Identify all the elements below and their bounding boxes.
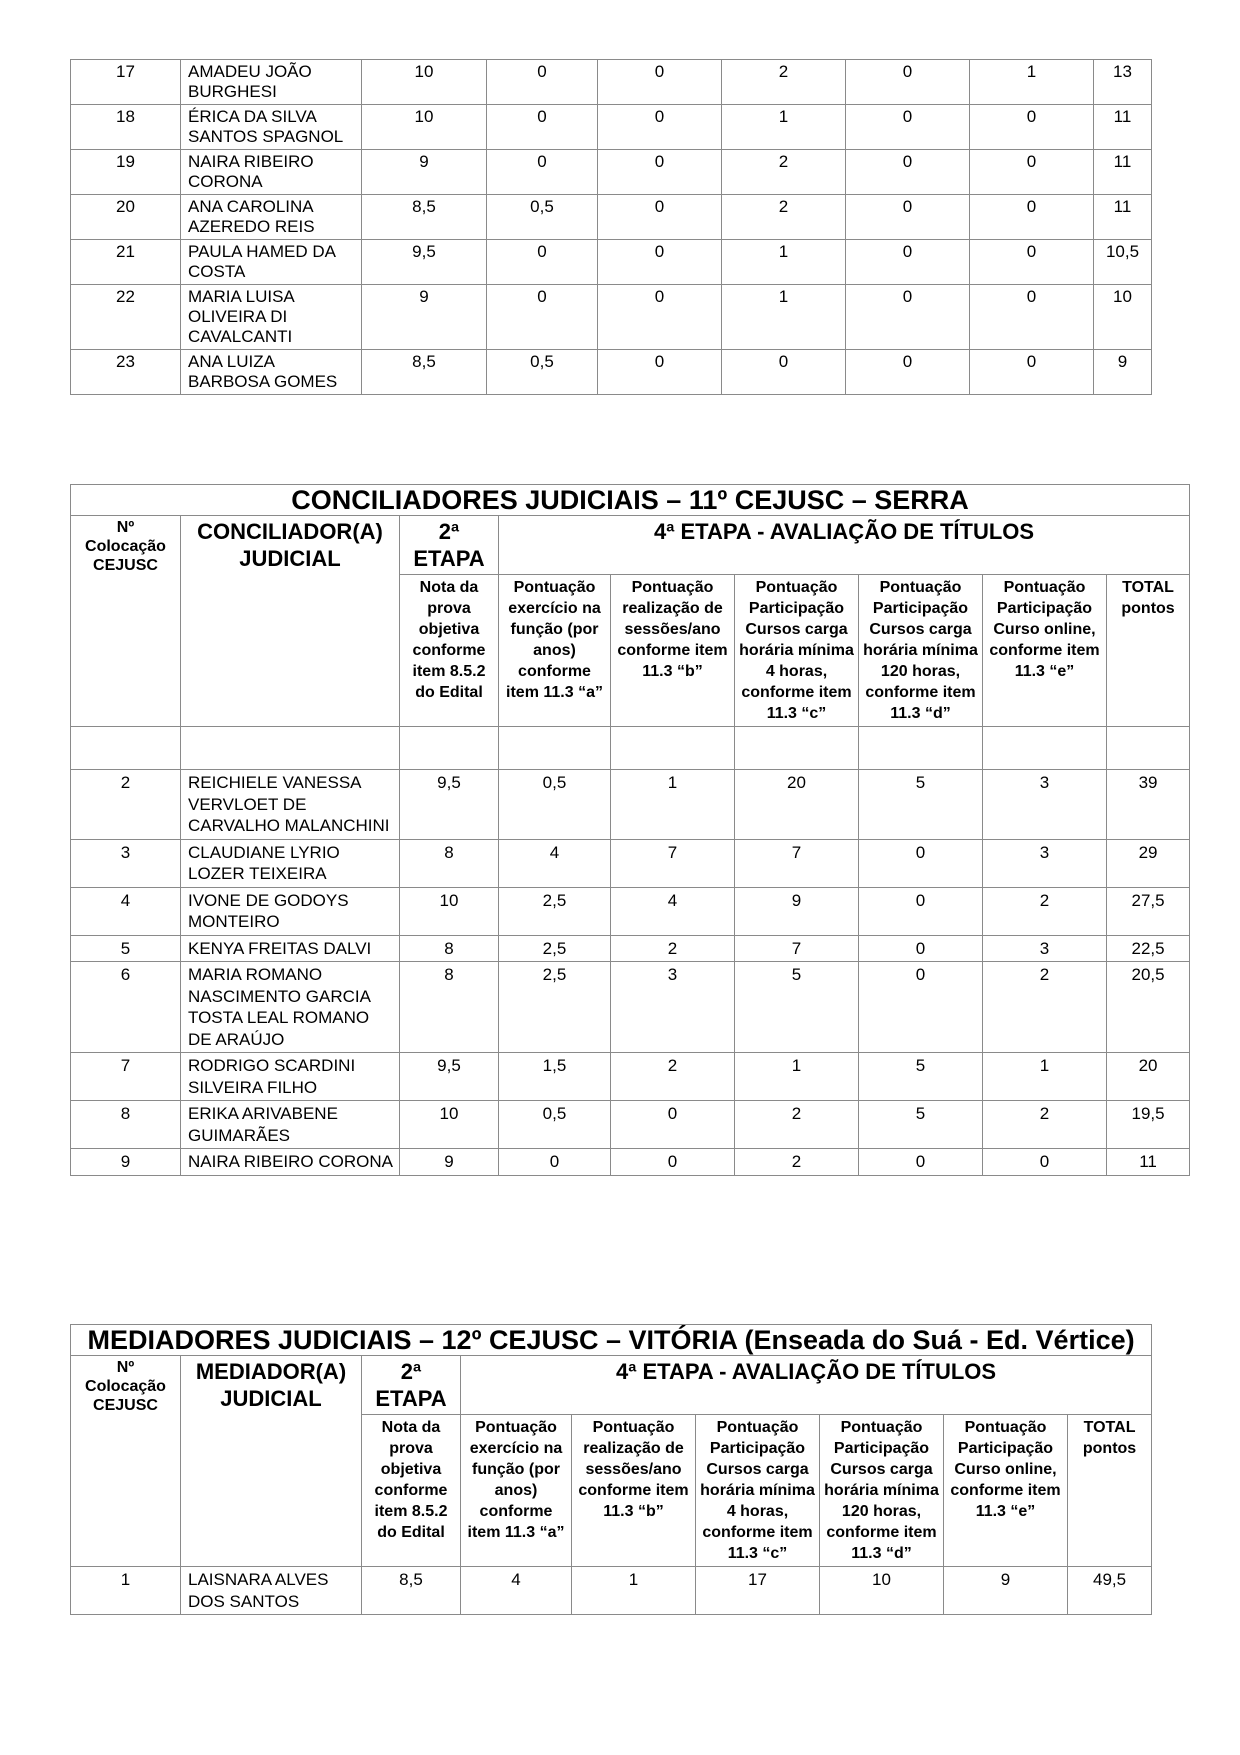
- table-row: [71, 1149, 1190, 1176]
- score-cell: 0: [598, 195, 722, 240]
- score-cell: 0: [970, 105, 1094, 150]
- score-cell: 2: [611, 935, 735, 962]
- score-cell: 4: [499, 839, 611, 887]
- score-cell: 0: [487, 60, 598, 105]
- score-cell: 1: [983, 1053, 1107, 1101]
- score-cell: 0: [970, 285, 1094, 350]
- total-cell: 20,5: [1107, 962, 1190, 1053]
- score-cell: 8,5: [362, 195, 487, 240]
- name-cell: RODRIGO SCARDINI SILVEIRA FILHO: [181, 1053, 400, 1101]
- score-cell: 7: [735, 839, 859, 887]
- table-row: [71, 195, 1152, 240]
- colocacao-cell: 19: [71, 150, 181, 195]
- score-cell: 8,5: [362, 1567, 461, 1615]
- score-cell: 9,5: [400, 770, 499, 840]
- score-cell: 9,5: [362, 240, 487, 285]
- col-colocacao-header: Nº Colocação CEJUSC: [71, 1356, 181, 1567]
- table-row: [71, 350, 1152, 395]
- sub-header: Pontuação Participação Cursos carga horária mínima 120 horas, conforme item 11.3 “d”: [859, 575, 983, 727]
- table-row: [71, 770, 1190, 840]
- sub-header: Pontuação exercício na função (por anos) conforme item 11.3 “a”: [499, 575, 611, 727]
- sub-header: TOTAL pontos: [1107, 575, 1190, 727]
- col-person-header: MEDIADOR(A) JUDICIAL: [181, 1356, 362, 1567]
- score-cell: 4: [461, 1567, 572, 1615]
- sub-header: Pontuação Participação Curso online, conforme item 11.3 “e”: [944, 1415, 1068, 1567]
- score-cell: 2: [983, 962, 1107, 1053]
- score-cell: 0: [487, 240, 598, 285]
- table3-body: [71, 1567, 1152, 1615]
- score-cell: 2: [722, 60, 846, 105]
- score-cell: 20: [735, 770, 859, 840]
- score-cell: 8: [400, 839, 499, 887]
- name-cell: NAIRA RIBEIRO CORONA: [181, 150, 362, 195]
- score-cell: 0: [846, 285, 970, 350]
- col-etapa2-header: 2ª ETAPA: [400, 516, 499, 575]
- score-cell: 0,5: [499, 1101, 611, 1149]
- score-cell: 0: [859, 962, 983, 1053]
- table-row: [71, 839, 1190, 887]
- score-cell: 2: [611, 1053, 735, 1101]
- table-row: [71, 935, 1190, 962]
- score-cell: 0: [859, 887, 983, 935]
- colocacao-cell: 9: [71, 1149, 181, 1176]
- score-cell: 3: [983, 839, 1107, 887]
- colocacao-cell: 22: [71, 285, 181, 350]
- score-cell: 0: [499, 1149, 611, 1176]
- total-cell: 29: [1107, 839, 1190, 887]
- score-cell: 0: [846, 195, 970, 240]
- sub-header: Nota da prova objetiva conforme item 8.5.2 do Edital: [362, 1415, 461, 1567]
- table-row: [71, 105, 1152, 150]
- name-cell: MARIA ROMANO NASCIMENTO GARCIA TOSTA LEAL ROMANO DE ARAÚJO: [181, 962, 400, 1053]
- col-etapa2-header: 2ª ETAPA: [362, 1356, 461, 1415]
- score-cell: 0: [846, 60, 970, 105]
- table-title: MEDIADORES JUDICIAIS – 12º CEJUSC – VITÓRIA (Enseada do Suá - Ed. Vértice): [71, 1325, 1152, 1356]
- score-cell: 0: [487, 105, 598, 150]
- total-cell: 22,5: [1107, 935, 1190, 962]
- score-cell: 7: [735, 935, 859, 962]
- table-row: [71, 240, 1152, 285]
- score-cell: 3: [983, 935, 1107, 962]
- score-cell: 1: [611, 770, 735, 840]
- total-cell: 27,5: [1107, 887, 1190, 935]
- score-cell: 9,5: [400, 1053, 499, 1101]
- colocacao-cell: 20: [71, 195, 181, 240]
- score-cell: 9: [362, 285, 487, 350]
- colocacao-cell: 18: [71, 105, 181, 150]
- table1-body: [71, 60, 1152, 395]
- sub-header: Pontuação realização de sessões/ano conforme item 11.3 “b”: [572, 1415, 696, 1567]
- total-cell: 39: [1107, 770, 1190, 840]
- score-cell: 10: [400, 887, 499, 935]
- score-cell: 3: [611, 962, 735, 1053]
- score-cell: 0: [970, 195, 1094, 240]
- score-cell: 0: [598, 240, 722, 285]
- score-cell: 0: [846, 150, 970, 195]
- score-cell: 10: [820, 1567, 944, 1615]
- score-cell: 17: [696, 1567, 820, 1615]
- score-cell: 0: [611, 1101, 735, 1149]
- score-cell: 0: [970, 240, 1094, 285]
- score-cell: 10: [362, 60, 487, 105]
- name-cell: ÉRICA DA SILVA SANTOS SPAGNOL: [181, 105, 362, 150]
- score-cell: 1: [572, 1567, 696, 1615]
- score-cell: 0: [846, 105, 970, 150]
- score-cell: 9: [400, 1149, 499, 1176]
- score-cell: 8: [400, 962, 499, 1053]
- colocacao-cell: 1: [71, 1567, 181, 1615]
- name-cell: ERIKA ARIVABENE GUIMARÃES: [181, 1101, 400, 1149]
- total-cell: 10: [1094, 285, 1152, 350]
- table-row: [71, 962, 1190, 1053]
- score-cell: 0: [983, 1149, 1107, 1176]
- score-cell: 0: [722, 350, 846, 395]
- score-cell: 2,5: [499, 935, 611, 962]
- score-cell: 5: [859, 1053, 983, 1101]
- score-cell: 4: [611, 887, 735, 935]
- score-cell: 0: [598, 150, 722, 195]
- score-cell: 0: [487, 285, 598, 350]
- score-cell: 1: [722, 105, 846, 150]
- score-cell: 10: [362, 105, 487, 150]
- score-cell: 1: [722, 240, 846, 285]
- empty-row: [71, 727, 1190, 770]
- score-cell: 0: [859, 1149, 983, 1176]
- colocacao-cell: 3: [71, 839, 181, 887]
- total-cell: 11: [1107, 1149, 1190, 1176]
- score-cell: 1: [722, 285, 846, 350]
- name-cell: NAIRA RIBEIRO CORONA: [181, 1149, 400, 1176]
- score-cell: 8: [400, 935, 499, 962]
- total-cell: 11: [1094, 150, 1152, 195]
- score-cell: 0,5: [487, 350, 598, 395]
- col-colocacao-header: Nº Colocação CEJUSC: [71, 516, 181, 727]
- total-cell: 9: [1094, 350, 1152, 395]
- score-cell: 0: [859, 935, 983, 962]
- score-cell: 2: [983, 1101, 1107, 1149]
- table-row: [71, 285, 1152, 350]
- score-cell: 0: [598, 60, 722, 105]
- table-row: [71, 887, 1190, 935]
- score-cell: 1: [735, 1053, 859, 1101]
- score-cell: 2,5: [499, 887, 611, 935]
- name-cell: MARIA LUISA OLIVEIRA DI CAVALCANTI: [181, 285, 362, 350]
- table2-body: [71, 727, 1190, 1176]
- total-cell: 49,5: [1068, 1567, 1152, 1615]
- score-cell: 1,5: [499, 1053, 611, 1101]
- colocacao-cell: 23: [71, 350, 181, 395]
- score-cell: 0: [611, 1149, 735, 1176]
- score-cell: 3: [983, 770, 1107, 840]
- sub-header: TOTAL pontos: [1068, 1415, 1152, 1567]
- score-cell: 2,5: [499, 962, 611, 1053]
- total-cell: 13: [1094, 60, 1152, 105]
- score-cell: 9: [735, 887, 859, 935]
- table-row: [71, 1053, 1190, 1101]
- table-row: [71, 150, 1152, 195]
- colocacao-cell: 2: [71, 770, 181, 840]
- score-cell: 9: [362, 150, 487, 195]
- score-cell: 2: [722, 150, 846, 195]
- sub-header: Pontuação realização de sessões/ano conforme item 11.3 “b”: [611, 575, 735, 727]
- score-cell: 10: [400, 1101, 499, 1149]
- colocacao-cell: 7: [71, 1053, 181, 1101]
- score-cell: 1: [970, 60, 1094, 105]
- sub-header: Pontuação Participação Curso online, conforme item 11.3 “e”: [983, 575, 1107, 727]
- name-cell: AMADEU JOÃO BURGHESI: [181, 60, 362, 105]
- total-cell: 11: [1094, 195, 1152, 240]
- conciliadores-serra-table: [70, 484, 1190, 1176]
- table-row: [71, 1567, 1152, 1615]
- name-cell: PAULA HAMED DA COSTA: [181, 240, 362, 285]
- score-cell: 5: [859, 770, 983, 840]
- score-cell: 0,5: [487, 195, 598, 240]
- score-cell: 0: [487, 150, 598, 195]
- colocacao-cell: 6: [71, 962, 181, 1053]
- score-cell: 0: [598, 350, 722, 395]
- name-cell: IVONE DE GODOYS MONTEIRO: [181, 887, 400, 935]
- colocacao-cell: 4: [71, 887, 181, 935]
- total-cell: 10,5: [1094, 240, 1152, 285]
- sub-header: Nota da prova objetiva conforme item 8.5.2 do Edital: [400, 575, 499, 727]
- score-cell: 0: [598, 285, 722, 350]
- name-cell: ANA LUIZA BARBOSA GOMES: [181, 350, 362, 395]
- results-table-continuation: [70, 59, 1152, 395]
- score-cell: 0,5: [499, 770, 611, 840]
- mediadores-vitoria-table: [70, 1324, 1152, 1615]
- name-cell: ANA CAROLINA AZEREDO REIS: [181, 195, 362, 240]
- score-cell: 2: [722, 195, 846, 240]
- sub-header: Pontuação Participação Cursos carga horária mínima 120 horas, conforme item 11.3 “d”: [820, 1415, 944, 1567]
- table-title: CONCILIADORES JUDICIAIS – 11º CEJUSC – SERRA: [71, 485, 1190, 516]
- score-cell: 2: [735, 1149, 859, 1176]
- colocacao-cell: 5: [71, 935, 181, 962]
- score-cell: 5: [859, 1101, 983, 1149]
- score-cell: 2: [983, 887, 1107, 935]
- score-cell: 0: [970, 350, 1094, 395]
- name-cell: REICHIELE VANESSA VERVLOET DE CARVALHO MALANCHINI: [181, 770, 400, 840]
- sub-header: Pontuação Participação Cursos carga horária mínima 4 horas, conforme item 11.3 “c”: [735, 575, 859, 727]
- score-cell: 0: [859, 839, 983, 887]
- name-cell: KENYA FREITAS DALVI: [181, 935, 400, 962]
- score-cell: 0: [846, 240, 970, 285]
- score-cell: 9: [944, 1567, 1068, 1615]
- score-cell: 0: [970, 150, 1094, 195]
- name-cell: CLAUDIANE LYRIO LOZER TEIXEIRA: [181, 839, 400, 887]
- table-row: [71, 60, 1152, 105]
- score-cell: 8,5: [362, 350, 487, 395]
- score-cell: 2: [735, 1101, 859, 1149]
- total-cell: 11: [1094, 105, 1152, 150]
- total-cell: 20: [1107, 1053, 1190, 1101]
- colocacao-cell: 17: [71, 60, 181, 105]
- colocacao-cell: 8: [71, 1101, 181, 1149]
- col-etapa4-header: 4ª ETAPA - AVALIAÇÃO DE TÍTULOS: [461, 1356, 1152, 1415]
- table-row: [71, 1101, 1190, 1149]
- colocacao-cell: 21: [71, 240, 181, 285]
- score-cell: 5: [735, 962, 859, 1053]
- sub-header: Pontuação exercício na função (por anos) conforme item 11.3 “a”: [461, 1415, 572, 1567]
- sub-header: Pontuação Participação Cursos carga horária mínima 4 horas, conforme item 11.3 “c”: [696, 1415, 820, 1567]
- score-cell: 0: [846, 350, 970, 395]
- total-cell: 19,5: [1107, 1101, 1190, 1149]
- score-cell: 0: [598, 105, 722, 150]
- col-etapa4-header: 4ª ETAPA - AVALIAÇÃO DE TÍTULOS: [499, 516, 1190, 575]
- name-cell: LAISNARA ALVES DOS SANTOS: [181, 1567, 362, 1615]
- score-cell: 7: [611, 839, 735, 887]
- col-person-header: CONCILIADOR(A) JUDICIAL: [181, 516, 400, 727]
